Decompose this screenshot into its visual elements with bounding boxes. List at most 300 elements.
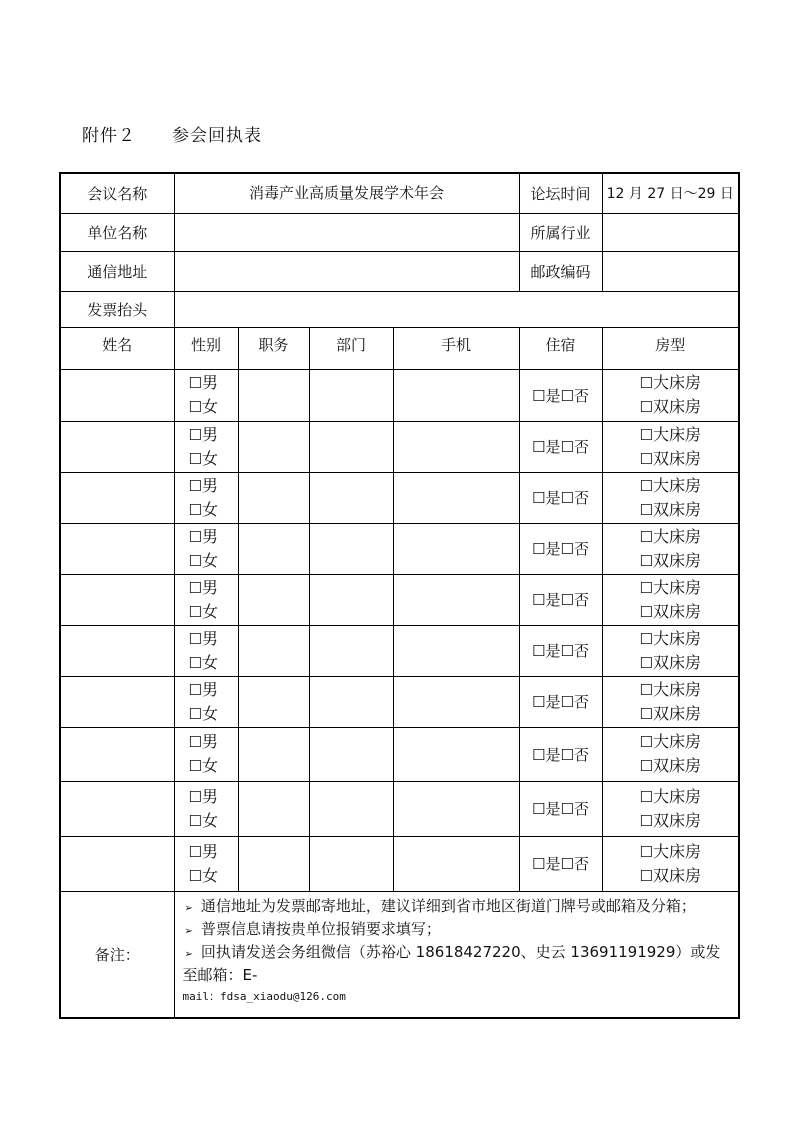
room-twin-option-label: 双床房 [652, 810, 701, 830]
room-king-option-label: 大床房 [652, 475, 701, 495]
checkbox-icon[interactable]: ☐ [639, 449, 653, 468]
checkbox-icon[interactable]: ☐ [639, 602, 653, 621]
attendee-department-field[interactable] [309, 676, 393, 727]
room-king-option-label: 大床房 [652, 424, 701, 444]
room-twin-option[interactable] [640, 864, 701, 888]
lodging-cell [519, 523, 602, 574]
lodging-cell [519, 781, 602, 836]
attendee-position-field[interactable] [238, 836, 309, 891]
arrow-bullet-icon: ➢ [184, 902, 193, 914]
gender-male-option-label: 男 [201, 786, 218, 806]
gender-male-option-label: 男 [201, 526, 218, 546]
lodging-yes-option[interactable] [532, 746, 560, 764]
gender-female-option-label: 女 [201, 550, 218, 570]
checkbox-icon[interactable]: ☐ [639, 578, 653, 597]
room-twin-option-label: 双床房 [652, 397, 701, 416]
checkbox-icon[interactable]: ☐ [639, 680, 653, 699]
lodging-no-option[interactable] [561, 591, 589, 609]
attendee-department-field[interactable] [309, 421, 393, 472]
registration-form-table [59, 172, 740, 1019]
room-type-options [640, 576, 701, 624]
gender-female-option[interactable] [189, 395, 238, 419]
gender-female-option[interactable] [189, 447, 238, 471]
attendee-position-field[interactable] [238, 421, 309, 472]
attendee-row [60, 421, 739, 472]
room-king-option[interactable] [640, 525, 701, 549]
lodging-yes-option[interactable] [532, 800, 560, 818]
checkbox-icon[interactable]: ☐ [639, 866, 653, 885]
room-type-cell [602, 727, 739, 781]
lodging-cell [519, 836, 602, 891]
note-item [183, 919, 733, 942]
gender-male-option-label: 男 [201, 679, 218, 699]
gender-male-option-label: 男 [201, 424, 218, 444]
gender-female-option[interactable] [189, 864, 238, 888]
checkbox-icon[interactable]: ☐ [560, 540, 574, 558]
attendee-phone-field[interactable] [393, 369, 519, 421]
gender-female-option[interactable] [189, 498, 238, 522]
room-king-option-label: 大床房 [652, 679, 701, 699]
checkbox-icon[interactable]: ☐ [188, 500, 202, 519]
note-item [183, 942, 733, 986]
checkbox-icon[interactable]: ☐ [532, 386, 546, 405]
checkbox-icon[interactable]: ☐ [188, 866, 202, 885]
gender-female-option[interactable] [189, 600, 238, 624]
lodging-no-label: 否 [573, 745, 589, 764]
col-header-lodging: 住宿 [519, 327, 602, 369]
lodging-yes-option[interactable] [532, 387, 560, 405]
gender-female-option-label: 女 [201, 652, 218, 672]
room-king-option-label: 大床房 [652, 732, 701, 751]
room-type-options [640, 474, 701, 522]
room-king-option[interactable] [640, 474, 701, 498]
gender-male-option-label: 男 [201, 475, 218, 495]
attendee-phone-field[interactable] [393, 472, 519, 523]
col-header-phone: 手机 [393, 327, 519, 369]
checkbox-icon[interactable]: ☐ [639, 733, 653, 751]
attendee-row [60, 625, 739, 676]
attendee-name-field[interactable] [60, 727, 174, 781]
attendee-phone-field[interactable] [393, 625, 519, 676]
room-twin-option[interactable] [640, 395, 701, 419]
room-type-cell [602, 574, 739, 625]
room-twin-option-label: 双床房 [652, 550, 701, 570]
room-type-options [640, 371, 701, 419]
gender-cell [174, 574, 238, 625]
room-type-options [640, 840, 701, 888]
room-king-option-label: 大床房 [652, 373, 701, 392]
gender-male-option-label: 男 [201, 628, 218, 648]
lodging-cell [519, 369, 602, 421]
lodging-yes-label: 是 [545, 489, 561, 507]
checkbox-icon[interactable]: ☐ [532, 489, 546, 507]
attendee-name-field[interactable] [60, 676, 174, 727]
lodging-no-option[interactable] [561, 800, 589, 818]
checkbox-icon[interactable]: ☐ [188, 374, 202, 392]
gender-male-option-label: 男 [201, 732, 218, 751]
attendee-department-field[interactable] [309, 369, 393, 421]
attendee-department-field[interactable] [309, 727, 393, 781]
attendee-department-field[interactable] [309, 574, 393, 625]
attendee-name-field[interactable] [60, 836, 174, 891]
lodging-no-label: 否 [573, 693, 589, 711]
lodging-yes-option[interactable] [532, 591, 560, 609]
unit-row [60, 213, 739, 251]
checkbox-icon[interactable]: ☐ [188, 733, 202, 751]
checkbox-icon[interactable]: ☐ [188, 704, 202, 723]
attendee-position-field[interactable] [238, 676, 309, 727]
notes-content [174, 891, 739, 1018]
attendee-phone-field[interactable] [393, 421, 519, 472]
checkbox-icon[interactable]: ☐ [560, 800, 574, 818]
checkbox-icon[interactable]: ☐ [560, 591, 574, 609]
gender-male-option[interactable] [189, 840, 238, 864]
room-king-option[interactable] [640, 423, 701, 447]
attendee-phone-field[interactable] [393, 727, 519, 781]
lodging-cell [519, 727, 602, 781]
lodging-cell [519, 625, 602, 676]
invoice-label: 发票抬头 [60, 291, 174, 327]
lodging-yes-option[interactable] [532, 540, 560, 558]
column-header-row [60, 327, 739, 369]
attendee-phone-field[interactable] [393, 781, 519, 836]
room-type-cell [602, 369, 739, 421]
checkbox-icon[interactable]: ☐ [639, 527, 653, 546]
gender-male-option-label: 男 [201, 373, 218, 392]
lodging-no-label: 否 [573, 438, 589, 456]
lodging-yes-option[interactable] [532, 489, 560, 507]
attendee-department-field[interactable] [309, 625, 393, 676]
room-twin-option[interactable] [640, 549, 701, 573]
checkbox-icon[interactable]: ☐ [639, 653, 653, 672]
attendee-row [60, 523, 739, 574]
meeting-row [60, 173, 739, 213]
checkbox-icon[interactable]: ☐ [639, 629, 653, 648]
checkbox-icon[interactable]: ☐ [188, 551, 202, 570]
lodging-no-option[interactable] [561, 642, 589, 660]
checkbox-icon[interactable]: ☐ [188, 425, 202, 444]
lodging-yes-label: 是 [545, 745, 561, 764]
lodging-no-option[interactable] [561, 387, 589, 405]
room-king-option[interactable] [640, 627, 701, 651]
gender-cell [174, 369, 238, 421]
room-type-cell [602, 676, 739, 727]
room-king-option[interactable] [640, 840, 701, 864]
arrow-bullet-icon: ➢ [184, 925, 193, 937]
gender-female-option-label: 女 [201, 397, 218, 416]
room-type-options [640, 785, 701, 833]
room-type-options [640, 525, 701, 573]
lodging-no-label: 否 [573, 591, 589, 609]
lodging-yes-label: 是 [545, 693, 561, 711]
checkbox-icon[interactable]: ☐ [639, 476, 653, 495]
room-twin-option-label: 双床房 [652, 499, 701, 519]
checkbox-icon[interactable]: ☐ [532, 540, 546, 558]
notes-label: 备注： [60, 891, 174, 1018]
attendee-name-field[interactable] [60, 625, 174, 676]
checkbox-icon[interactable]: ☐ [639, 500, 653, 519]
room-type-options [640, 730, 701, 778]
room-twin-option[interactable] [640, 651, 701, 675]
lodging-no-option[interactable] [561, 746, 589, 764]
room-type-cell [602, 781, 739, 836]
room-type-cell [602, 523, 739, 574]
gender-female-option-label: 女 [201, 810, 218, 830]
note-text: 普票信息请按贵单位报销要求填写； [200, 919, 441, 938]
checkbox-icon[interactable]: ☐ [188, 842, 202, 861]
checkbox-icon[interactable]: ☐ [532, 693, 546, 711]
room-king-option[interactable] [640, 576, 701, 600]
gender-male-option[interactable] [189, 627, 238, 651]
gender-male-option[interactable] [189, 576, 238, 600]
room-twin-option[interactable] [640, 447, 701, 471]
checkbox-icon[interactable]: ☐ [639, 398, 653, 416]
gender-cell [174, 421, 238, 472]
checkbox-icon[interactable]: ☐ [532, 438, 546, 456]
checkbox-icon[interactable]: ☐ [639, 842, 653, 861]
room-twin-option[interactable] [640, 702, 701, 726]
checkbox-icon[interactable]: ☐ [560, 386, 574, 405]
attendee-department-field[interactable] [309, 523, 393, 574]
gender-female-option[interactable] [189, 549, 238, 573]
postcode-field[interactable] [602, 251, 739, 291]
checkbox-icon[interactable]: ☐ [532, 745, 546, 764]
note-item [183, 896, 733, 919]
gender-female-option[interactable] [189, 651, 238, 675]
gender-cell [174, 836, 238, 891]
lodging-cell [519, 472, 602, 523]
gender-female-option-label: 女 [201, 448, 218, 468]
lodging-no-option[interactable] [561, 855, 589, 873]
attendee-phone-field[interactable] [393, 523, 519, 574]
room-twin-option[interactable] [640, 498, 701, 522]
attendee-position-field[interactable] [238, 523, 309, 574]
attendee-row [60, 836, 739, 891]
room-twin-option-label: 双床房 [652, 703, 701, 723]
checkbox-icon[interactable]: ☐ [560, 855, 574, 873]
attendee-row [60, 676, 739, 727]
lodging-no-option[interactable] [561, 489, 589, 507]
attendee-position-field[interactable] [238, 625, 309, 676]
room-type-cell [602, 625, 739, 676]
attendee-position-field[interactable] [238, 472, 309, 523]
gender-male-option[interactable] [189, 730, 238, 754]
note-text: 通信地址为发票邮寄地址，建议详细到省市地区街道门牌号或邮箱及分箱； [200, 896, 696, 915]
checkbox-icon[interactable]: ☐ [639, 811, 653, 830]
room-type-options [640, 678, 701, 726]
lodging-yes-label: 是 [545, 642, 561, 660]
meeting-name-label: 会议名称 [60, 173, 174, 213]
lodging-yes-label: 是 [545, 855, 561, 873]
gender-female-option-label: 女 [201, 756, 218, 775]
room-type-cell [602, 472, 739, 523]
checkbox-icon[interactable]: ☐ [532, 800, 546, 818]
room-twin-option-label: 双床房 [652, 652, 701, 672]
gender-male-option[interactable] [189, 678, 238, 702]
meeting-name-value: 消毒产业高质量发展学术年会 [174, 173, 519, 213]
attendee-department-field[interactable] [309, 781, 393, 836]
gender-female-option[interactable] [189, 702, 238, 726]
note-email: mail：fdsa_xiaodu@126.com [182, 989, 346, 1003]
postcode-label: 邮政编码 [519, 251, 602, 291]
checkbox-icon[interactable]: ☐ [560, 745, 574, 764]
gender-cell [174, 472, 238, 523]
checkbox-icon[interactable]: ☐ [560, 693, 574, 711]
checkbox-icon[interactable]: ☐ [639, 757, 653, 775]
lodging-yes-label: 是 [545, 438, 561, 456]
col-header-gender: 性别 [174, 327, 238, 369]
arrow-bullet-icon: ➢ [184, 948, 193, 960]
unit-name-field[interactable] [174, 213, 519, 251]
lodging-yes-option[interactable] [532, 438, 560, 456]
checkbox-icon[interactable]: ☐ [188, 787, 202, 806]
attendee-phone-field[interactable] [393, 676, 519, 727]
room-type-options [640, 627, 701, 675]
lodging-yes-label: 是 [545, 540, 561, 558]
lodging-no-label: 否 [573, 540, 589, 558]
lodging-no-label: 否 [573, 855, 589, 873]
forum-time-label: 论坛时间 [519, 173, 602, 213]
checkbox-icon[interactable]: ☐ [188, 476, 202, 495]
gender-female-option[interactable] [189, 754, 238, 778]
lodging-no-option[interactable] [561, 540, 589, 558]
room-twin-option-label: 双床房 [652, 865, 701, 885]
notes-row [60, 891, 739, 1018]
room-king-option[interactable] [640, 785, 701, 809]
lodging-no-label: 否 [573, 386, 589, 405]
lodging-yes-option[interactable] [532, 855, 560, 873]
gender-male-option-label: 男 [201, 841, 218, 861]
lodging-yes-option[interactable] [532, 693, 560, 711]
checkbox-icon[interactable]: ☐ [532, 855, 546, 873]
invoice-row [60, 291, 739, 327]
checkbox-icon[interactable]: ☐ [639, 425, 653, 444]
industry-label: 所属行业 [519, 213, 602, 251]
room-twin-option[interactable] [640, 754, 701, 778]
attendee-name-field[interactable] [60, 421, 174, 472]
checkbox-icon[interactable]: ☐ [560, 438, 574, 456]
attendee-department-field[interactable] [309, 472, 393, 523]
checkbox-icon[interactable]: ☐ [188, 398, 202, 416]
attendee-position-field[interactable] [238, 781, 309, 836]
lodging-cell [519, 676, 602, 727]
attendee-row [60, 472, 739, 523]
attendee-name-field[interactable] [60, 523, 174, 574]
room-king-option-label: 大床房 [652, 628, 701, 648]
checkbox-icon[interactable]: ☐ [639, 787, 653, 806]
col-header-position: 职务 [238, 327, 309, 369]
attendee-row [60, 727, 739, 781]
gender-cell [174, 676, 238, 727]
address-row [60, 251, 739, 291]
col-header-name: 姓名 [60, 327, 174, 369]
checkbox-icon[interactable]: ☐ [188, 757, 202, 775]
lodging-yes-option[interactable] [532, 642, 560, 660]
attendee-name-field[interactable] [60, 472, 174, 523]
checkbox-icon[interactable]: ☐ [532, 591, 546, 609]
checkbox-icon[interactable]: ☐ [188, 527, 202, 546]
gender-male-option[interactable] [189, 785, 238, 809]
room-type-cell [602, 421, 739, 472]
attendee-row [60, 574, 739, 625]
gender-male-option[interactable] [189, 474, 238, 498]
address-label: 通信地址 [60, 251, 174, 291]
checkbox-icon[interactable]: ☐ [188, 449, 202, 468]
industry-field[interactable] [602, 213, 739, 251]
room-king-option-label: 大床房 [652, 577, 701, 597]
lodging-yes-label: 是 [545, 386, 561, 405]
room-king-option-label: 大床房 [652, 786, 701, 806]
gender-female-option-label: 女 [201, 499, 218, 519]
checkbox-icon[interactable]: ☐ [188, 578, 202, 597]
gender-cell [174, 625, 238, 676]
room-twin-option[interactable] [640, 600, 701, 624]
checkbox-icon[interactable]: ☐ [639, 704, 653, 723]
gender-female-option[interactable] [189, 809, 238, 833]
attendee-position-field[interactable] [238, 727, 309, 781]
lodging-cell [519, 421, 602, 472]
checkbox-icon[interactable]: ☐ [188, 653, 202, 672]
checkbox-icon[interactable]: ☐ [639, 374, 653, 392]
checkbox-icon[interactable]: ☐ [188, 811, 202, 830]
lodging-no-option[interactable] [561, 693, 589, 711]
checkbox-icon[interactable]: ☐ [188, 602, 202, 621]
attendee-name-field[interactable] [60, 369, 174, 421]
room-type-cell [602, 836, 739, 891]
gender-male-option-label: 男 [201, 577, 218, 597]
room-king-option[interactable] [640, 730, 701, 754]
room-king-option[interactable] [640, 678, 701, 702]
gender-male-option[interactable] [189, 371, 238, 395]
attendee-position-field[interactable] [238, 369, 309, 421]
gender-cell [174, 727, 238, 781]
checkbox-icon[interactable]: ☐ [560, 642, 574, 660]
attendee-name-field[interactable] [60, 574, 174, 625]
room-king-option[interactable] [640, 371, 701, 395]
room-twin-option[interactable] [640, 809, 701, 833]
attendee-phone-field[interactable] [393, 836, 519, 891]
lodging-no-option[interactable] [561, 438, 589, 456]
page-title: 附件２ 参会回执表 [82, 126, 262, 146]
gender-female-option-label: 女 [201, 703, 218, 723]
col-header-room-type: 房型 [602, 327, 739, 369]
lodging-yes-label: 是 [545, 591, 561, 609]
gender-cell [174, 781, 238, 836]
checkbox-icon[interactable]: ☐ [188, 680, 202, 699]
room-twin-option-label: 双床房 [652, 756, 701, 775]
address-field[interactable] [174, 251, 519, 291]
checkbox-icon[interactable]: ☐ [188, 629, 202, 648]
attendee-row [60, 369, 739, 421]
checkbox-icon[interactable]: ☐ [532, 642, 546, 660]
checkbox-icon[interactable]: ☐ [639, 551, 653, 570]
gender-male-option[interactable] [189, 423, 238, 447]
room-type-options [640, 423, 701, 471]
checkbox-icon[interactable]: ☐ [560, 489, 574, 507]
attendee-department-field[interactable] [309, 836, 393, 891]
unit-name-label: 单位名称 [60, 213, 174, 251]
attendee-name-field[interactable] [60, 781, 174, 836]
lodging-yes-label: 是 [545, 800, 561, 818]
room-twin-option-label: 双床房 [652, 448, 701, 468]
attendee-phone-field[interactable] [393, 574, 519, 625]
gender-female-option-label: 女 [201, 865, 218, 885]
lodging-no-label: 否 [573, 489, 589, 507]
gender-male-option[interactable] [189, 525, 238, 549]
note-text: 回执请发送会务组微信（苏裕心 18618427220、史云 13691191929）或发至邮箱：E- [182, 942, 721, 984]
invoice-field[interactable] [174, 291, 739, 327]
attendee-position-field[interactable] [238, 574, 309, 625]
